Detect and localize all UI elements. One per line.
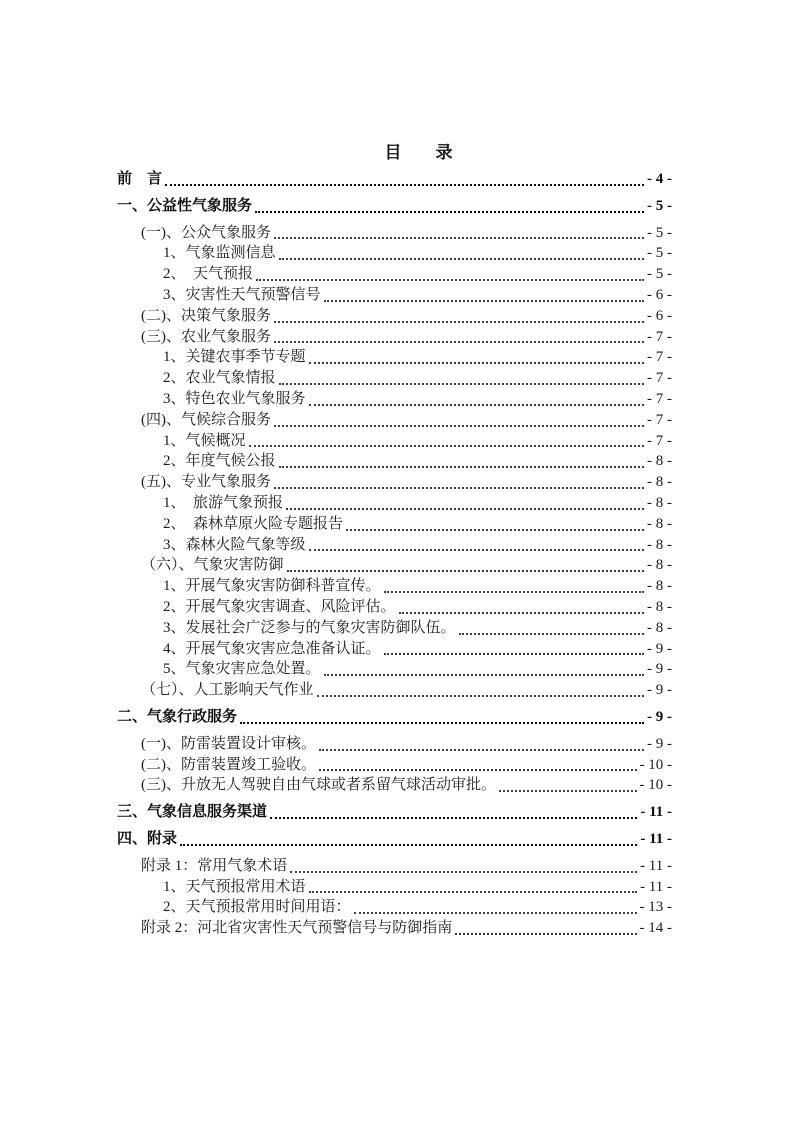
toc-page-number: - 8 - (647, 474, 672, 491)
dot-leader (273, 327, 645, 348)
toc-entry-title: 1、天气预报常用术语 (163, 878, 306, 895)
toc-entry (117, 243, 672, 264)
toc-entry (117, 576, 672, 597)
toc-page-number: - 8 - (647, 578, 672, 595)
toc-entry-title: 1、关键农事季节专题 (163, 349, 306, 366)
toc-entry-title: (一)、防雷装置设计审核。 (141, 735, 316, 752)
toc-entry-title: 2、天气预报常用时间用语： (163, 899, 351, 916)
toc-entry-title: (四)、气候综合服务 (141, 411, 271, 428)
dot-leader (353, 897, 638, 918)
toc-page-number: - 7 - (647, 349, 672, 366)
toc-entry (117, 493, 672, 514)
dot-leader (179, 829, 638, 850)
toc-entry-title: (三)、农业气象服务 (141, 328, 271, 345)
toc-page-number: - 6 - (647, 286, 672, 303)
dot-leader (273, 223, 645, 244)
toc-entry (117, 856, 672, 877)
toc-entry (117, 802, 672, 823)
toc-entry-title: (二)、防雷装置竣工验收。 (141, 756, 316, 773)
dot-leader (239, 707, 645, 728)
toc-entry-title: 3、发展社会广泛参与的气象灾害防御队伍。 (163, 619, 456, 636)
toc-entry (117, 472, 672, 493)
toc-entry-title: 4、开展气象灾害应急准备认证。 (163, 640, 381, 657)
toc-entry-title: 2、年度气候公报 (163, 453, 276, 470)
dot-leader (164, 169, 645, 190)
dot-leader (278, 243, 645, 264)
dot-leader (318, 755, 638, 776)
toc-entry-title: 1、开展气象灾害防御科普宣传。 (163, 578, 381, 595)
toc-entry (117, 897, 672, 918)
dot-leader (255, 264, 645, 285)
toc-entry-title: 2、开展气象灾害调查、风险评估。 (163, 598, 396, 615)
toc-page-number: - 8 - (647, 536, 672, 553)
dot-leader (345, 514, 645, 535)
toc-page-number: - 6 - (647, 307, 672, 324)
toc-page-number: - 9 - (647, 682, 672, 699)
toc-entry (117, 347, 672, 368)
toc-entry (117, 707, 672, 728)
toc-entry (117, 680, 672, 701)
toc-entry (117, 306, 672, 327)
toc-page-number: - 11 - (640, 878, 672, 895)
toc-page-number: - 11 - (640, 804, 672, 821)
toc-page-number: - 8 - (647, 453, 672, 470)
dot-leader (278, 368, 645, 389)
dot-leader (286, 555, 645, 576)
toc-entry-title: 前 言 (117, 171, 163, 187)
toc-entry (117, 196, 672, 217)
toc-entry (117, 285, 672, 306)
toc-entry-title: 2、 天气预报 (163, 266, 254, 283)
dot-leader (308, 389, 645, 410)
toc-page-number: - 7 - (647, 432, 672, 449)
dot-leader (318, 734, 645, 755)
page-title: 目 录 (384, 143, 453, 162)
dot-leader (316, 680, 645, 701)
toc-entry-title: 附录 2：河北省灾害性天气预警信号与防御指南 (141, 920, 453, 937)
toc-entry-title: 二、气象行政服务 (117, 708, 238, 725)
dot-leader (254, 196, 645, 217)
toc-entry (117, 169, 672, 190)
toc-entry (117, 829, 672, 850)
toc-page-number: - 8 - (647, 494, 672, 511)
toc-entry-title: 1、气候概况 (163, 432, 246, 449)
toc-entry-title: 四、附录 (117, 830, 178, 847)
dot-leader (289, 856, 638, 877)
toc-page-number: - 9 - (647, 661, 672, 678)
toc-page-number: - 7 - (647, 370, 672, 387)
dot-leader (498, 775, 638, 796)
toc-entry (117, 755, 672, 776)
toc-entry (117, 877, 672, 898)
toc-entry (117, 618, 672, 639)
toc-entry-title: 5、气象灾害应急处置。 (163, 661, 321, 678)
toc-page-number: - 7 - (647, 328, 672, 345)
toc-page-number: - 8 - (647, 619, 672, 636)
toc-page-number: - 10 - (639, 756, 672, 773)
toc-entry-title: 2、 森林草原火险专题报告 (163, 515, 344, 532)
toc-entry (117, 410, 672, 431)
dot-leader (323, 285, 645, 306)
toc-entry-title: 3、灾害性天气预警信号 (163, 286, 321, 303)
toc-page-number: - 8 - (647, 598, 672, 615)
toc-page-number: - 9 - (647, 735, 672, 752)
toc-entry-title: (一)、公众气象服务 (141, 224, 271, 241)
toc-page-number: - 11 - (640, 830, 672, 847)
toc-page-number: - 4 - (647, 171, 672, 187)
dot-leader (323, 659, 645, 680)
toc-entry-title: 附录 1：常用气象术语 (141, 857, 288, 874)
toc-page-number: - 11 - (640, 857, 672, 874)
toc-entry-title: 一、公益性气象服务 (117, 197, 253, 214)
toc-entry-title: 三、气象信息服务渠道 (117, 804, 268, 821)
toc-entry (117, 368, 672, 389)
toc-entry (117, 431, 672, 452)
toc-entry (117, 918, 672, 939)
toc-page-number: - 14 - (639, 920, 672, 937)
dot-leader (308, 535, 645, 556)
toc-entry-title: (二)、决策气象服务 (141, 307, 271, 324)
toc-entry (117, 659, 672, 680)
toc-entry-title: 3、特色农业气象服务 (163, 390, 306, 407)
toc-entry (117, 327, 672, 348)
dot-leader (273, 472, 645, 493)
toc-page-number: - 13 - (639, 899, 672, 916)
toc-page-number: - 7 - (647, 411, 672, 428)
toc-entry (117, 775, 672, 796)
dot-leader (308, 347, 645, 368)
toc-page-number: - 9 - (647, 640, 672, 657)
dot-leader (308, 877, 639, 898)
toc-entry-title: (五)、专业气象服务 (141, 474, 271, 491)
toc-entry (117, 597, 672, 618)
document-page (117, 143, 672, 939)
dot-leader (285, 493, 645, 514)
toc-entry (117, 451, 672, 472)
toc-entry (117, 223, 672, 244)
toc-entry (117, 734, 672, 755)
toc-entry-title: (三)、升放无人驾驶自由气球或者系留气球活动审批。 (141, 777, 496, 794)
toc-page-number: - 8 - (647, 515, 672, 532)
toc-page-number: - 8 - (647, 557, 672, 574)
table-of-contents (117, 169, 672, 939)
toc-entry (117, 514, 672, 535)
dot-leader (248, 431, 645, 452)
toc-page-number: - 10 - (639, 777, 672, 794)
toc-entry-title: （六）、气象灾害防御 (141, 557, 284, 574)
dot-leader (454, 918, 637, 939)
toc-page-number: - 9 - (647, 708, 672, 725)
toc-entry-title: 1、气象监测信息 (163, 245, 276, 262)
toc-entry (117, 389, 672, 410)
dot-leader (398, 597, 645, 618)
toc-page-number: - 5 - (647, 245, 672, 262)
dot-leader (269, 802, 638, 823)
toc-entry (117, 639, 672, 660)
dot-leader (273, 410, 645, 431)
toc-page-number: - 7 - (647, 390, 672, 407)
toc-page-number: - 5 - (647, 266, 672, 283)
toc-entry (117, 264, 672, 285)
toc-entry (117, 555, 672, 576)
toc-page-number: - 5 - (647, 224, 672, 241)
toc-entry-title: 1、 旅游气象预报 (163, 494, 284, 511)
toc-entry-title: 3、森林火险气象等级 (163, 536, 306, 553)
toc-entry-title: 2、农业气象情报 (163, 370, 276, 387)
dot-leader (458, 618, 645, 639)
dot-leader (273, 306, 645, 327)
toc-entry (117, 535, 672, 556)
dot-leader (383, 639, 645, 660)
dot-leader (383, 576, 645, 597)
toc-page-number: - 5 - (647, 197, 672, 214)
dot-leader (278, 451, 645, 472)
toc-entry-title: （七）、人工影响天气作业 (141, 682, 314, 699)
